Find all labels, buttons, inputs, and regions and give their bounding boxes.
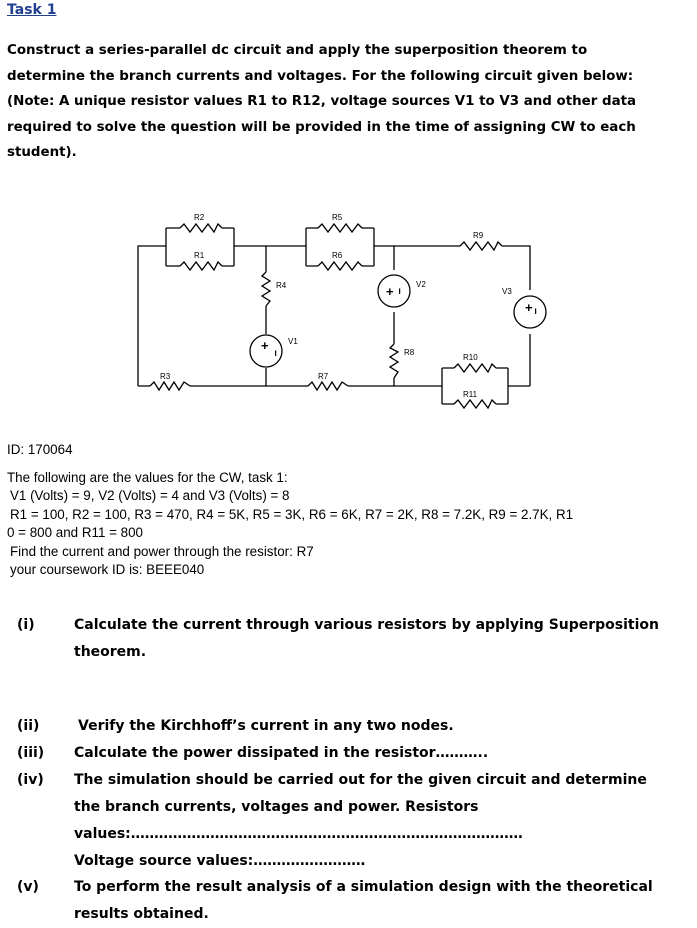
question-line: the branch currents, voltages and power. Resistors [74, 799, 479, 815]
intro-line: required to solve the question will be provided in the time of assigning CW to each [7, 119, 636, 135]
question-number: (i) [17, 617, 35, 633]
label-r5: R5 [332, 213, 343, 222]
question-line: Calculate the current through various resistors by applying Superposition [74, 617, 660, 633]
question-line: Voltage source values:…………………… [74, 853, 366, 869]
wire [394, 246, 530, 290]
label-r8: R8 [404, 348, 415, 357]
plus-sign: + [525, 300, 533, 315]
plus-sign: + [386, 284, 394, 299]
resistor-r6 [318, 262, 362, 270]
resistor-r2 [180, 224, 222, 232]
label-r3: R3 [160, 372, 171, 381]
wire [374, 246, 394, 270]
question-line: results obtained. [74, 906, 209, 922]
intro-line: student). [7, 145, 77, 160]
label-r2: R2 [194, 213, 205, 222]
resistor-r7 [308, 382, 348, 390]
wire [138, 246, 166, 386]
resistor-r10 [454, 364, 496, 372]
minus-sign: − [529, 308, 541, 315]
question-text: Verify the Kirchhoff’s current in any two nodes. [78, 718, 454, 734]
plus-sign: + [261, 338, 269, 353]
resistor-r1 [180, 262, 222, 270]
student-id: ID: 170064 [7, 442, 73, 457]
minus-sign: − [269, 350, 281, 357]
label-v1: V1 [288, 337, 298, 346]
question-text [74, 612, 697, 666]
question-number: (v) [17, 879, 39, 895]
question-number: (iv) [17, 772, 44, 788]
values-intro: The following are the values for the CW, task 1: [7, 469, 288, 485]
resistor-r4 [262, 272, 270, 306]
label-r11: R11 [463, 390, 478, 399]
resistor-values-cont: 0 = 800 and R11 = 800 [7, 525, 144, 540]
find-instruction: Find the current and power through the resistor: R7 [10, 543, 314, 559]
label-v3: V3 [502, 287, 512, 296]
question-line: To perform the result analysis of a simulation design with the theoretical [74, 879, 653, 895]
resistor-r8 [390, 344, 398, 378]
assignment-values [7, 441, 573, 580]
label-v2: V2 [416, 280, 426, 289]
label-r4: R4 [276, 281, 287, 290]
question-text [74, 767, 697, 875]
task-title: Task 1 [7, 2, 57, 18]
resistor-values: R1 = 100, R2 = 100, R3 = 470, R4 = 5K, R5 = 3K, R6 = 6K, R7 = 2K, R8 = 7.2K, R9 = 2.7K, R1 [10, 506, 574, 522]
intro-line: (Note: A unique resistor values R1 to R12, voltage sources V1 to V3 and other data [7, 94, 637, 109]
resistor-r3 [150, 382, 190, 390]
voltage-values: V1 (Volts) = 9, V2 (Volts) = 4 and V3 (Volts) = 8 [10, 488, 290, 503]
intro-line: Construct a series-parallel dc circuit and apply the superposition theorem to [7, 43, 588, 58]
question-text [74, 874, 697, 928]
intro-line: determine the branch currents and voltages. For the following circuit given below: [7, 68, 634, 84]
question-text: Calculate the power dissipated in the resistor……….. [74, 745, 489, 761]
minus-sign: − [393, 288, 405, 295]
coursework-id: your coursework ID is: BEEE040 [10, 562, 205, 577]
label-r10: R10 [463, 353, 478, 362]
circuit-diagram [130, 208, 570, 440]
label-r1: R1 [194, 251, 205, 260]
label-r7: R7 [318, 372, 329, 381]
question-line: values:………………………………………………………………………… [74, 826, 523, 842]
resistor-r11 [454, 400, 496, 408]
resistor-r9 [460, 242, 502, 250]
question-number: (ii) [17, 718, 40, 734]
question-line: theorem. [74, 644, 147, 660]
task-instructions [7, 38, 687, 166]
question-line: The simulation should be carried out for the given circuit and determine [74, 772, 647, 788]
label-r9: R9 [473, 231, 484, 240]
label-r6: R6 [332, 251, 343, 260]
question-number: (iii) [17, 745, 45, 761]
resistor-r5 [318, 224, 362, 232]
